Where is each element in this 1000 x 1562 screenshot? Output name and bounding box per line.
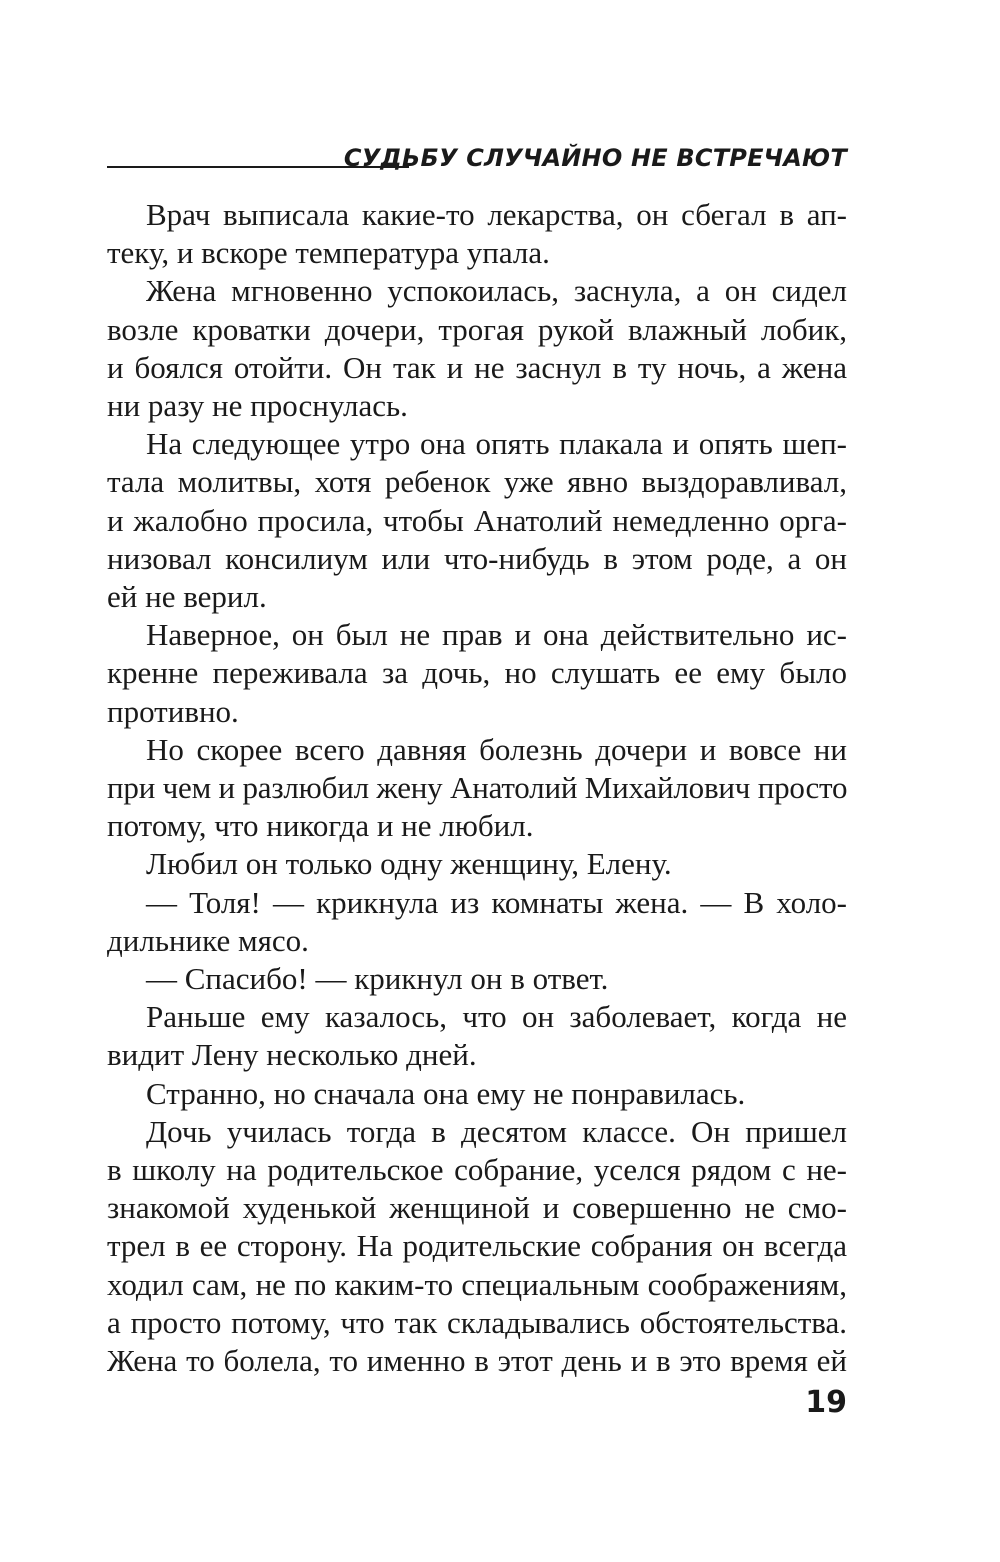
text-line: низовал консилиум или что-нибудь в этом роде, а он bbox=[107, 540, 847, 576]
text-line: и боялся отойти. Он так и не заснул в ту ночь, а жена bbox=[107, 349, 847, 385]
text-line: Жена то болела, то именно в этот день и в это время ей bbox=[107, 1343, 847, 1379]
paragraph bbox=[107, 1113, 847, 1380]
text-line: тала молитвы, хотя ребенок уже явно выздоравливал, bbox=[107, 464, 847, 500]
paragraph bbox=[107, 616, 847, 731]
text-line: противно. bbox=[107, 693, 239, 729]
text-line: видит Лену несколько дней. bbox=[107, 1037, 477, 1073]
text-line: ей не верил. bbox=[107, 579, 267, 615]
text-line: знакомой худенькой женщиной и совершенно не смо- bbox=[107, 1190, 847, 1226]
text-line: и жалобно просила, чтобы Анатолий немедленно орга- bbox=[107, 502, 847, 538]
text-line: На следующее утро она опять плакала и опять шеп- bbox=[146, 426, 847, 462]
body-text bbox=[107, 196, 847, 1380]
text-line: возле кроватки дочери, трогая рукой влажный лобик, bbox=[107, 311, 847, 347]
page-number: 19 bbox=[805, 1385, 847, 1420]
text-line: Врач выписала какие-то лекарства, он сбегал в ап- bbox=[146, 197, 847, 232]
text-line: Но скорее всего давняя болезнь дочери и вовсе ни bbox=[146, 731, 847, 767]
running-header bbox=[107, 142, 847, 178]
text-line: Любил он только одну женщину, Елену. bbox=[146, 846, 672, 882]
text-line: дильнике мясо. bbox=[107, 922, 309, 958]
text-line: — Толя! — крикнула из комнаты жена. — В холо- bbox=[146, 884, 847, 920]
text-line: Жена мгновенно успокоилась, заснула, а он сидел bbox=[146, 273, 847, 309]
text-line: теку, и вскоре температура упала. bbox=[107, 235, 550, 271]
paragraph bbox=[107, 845, 847, 883]
paragraph bbox=[107, 272, 847, 425]
text-line: трел в ее сторону. На родительские собрания он всегда bbox=[107, 1228, 847, 1264]
paragraph bbox=[107, 884, 847, 960]
text-line: Наверное, он был не прав и она действительно ис- bbox=[146, 617, 847, 653]
text-line: потому, что никогда и не любил. bbox=[107, 808, 534, 844]
text-line: — Спасибо! — крикнул он в ответ. bbox=[146, 961, 609, 997]
running-title: СУДЬБУ СЛУЧАЙНО НЕ ВСТРЕЧАЮТ bbox=[343, 144, 847, 172]
text-line: Раньше ему казалось, что он заболевает, когда не bbox=[146, 999, 847, 1035]
text-line: при чем и разлюбил жену Анатолий Михайлович просто bbox=[107, 770, 848, 806]
paragraph bbox=[107, 731, 847, 846]
paragraph bbox=[107, 960, 847, 998]
text-line: а просто потому, что так складывались обстоятельства. bbox=[107, 1304, 847, 1340]
paragraph bbox=[107, 998, 847, 1074]
text-line: ни разу не проснулась. bbox=[107, 388, 408, 424]
text-line: ходил сам, не по каким-то специальным соображениям, bbox=[107, 1266, 847, 1302]
text-line: Странно, но сначала она ему не понравилась. bbox=[146, 1075, 746, 1111]
paragraph bbox=[107, 1075, 847, 1113]
paragraph bbox=[107, 425, 847, 616]
paragraph bbox=[107, 196, 847, 272]
text-line: в школу на родительское собрание, уселся рядом с не- bbox=[107, 1152, 847, 1188]
text-line: Дочь училась тогда в десятом классе. Он пришел bbox=[146, 1113, 847, 1149]
text-line: кренне переживала за дочь, но слушать ее ему было bbox=[107, 655, 847, 691]
